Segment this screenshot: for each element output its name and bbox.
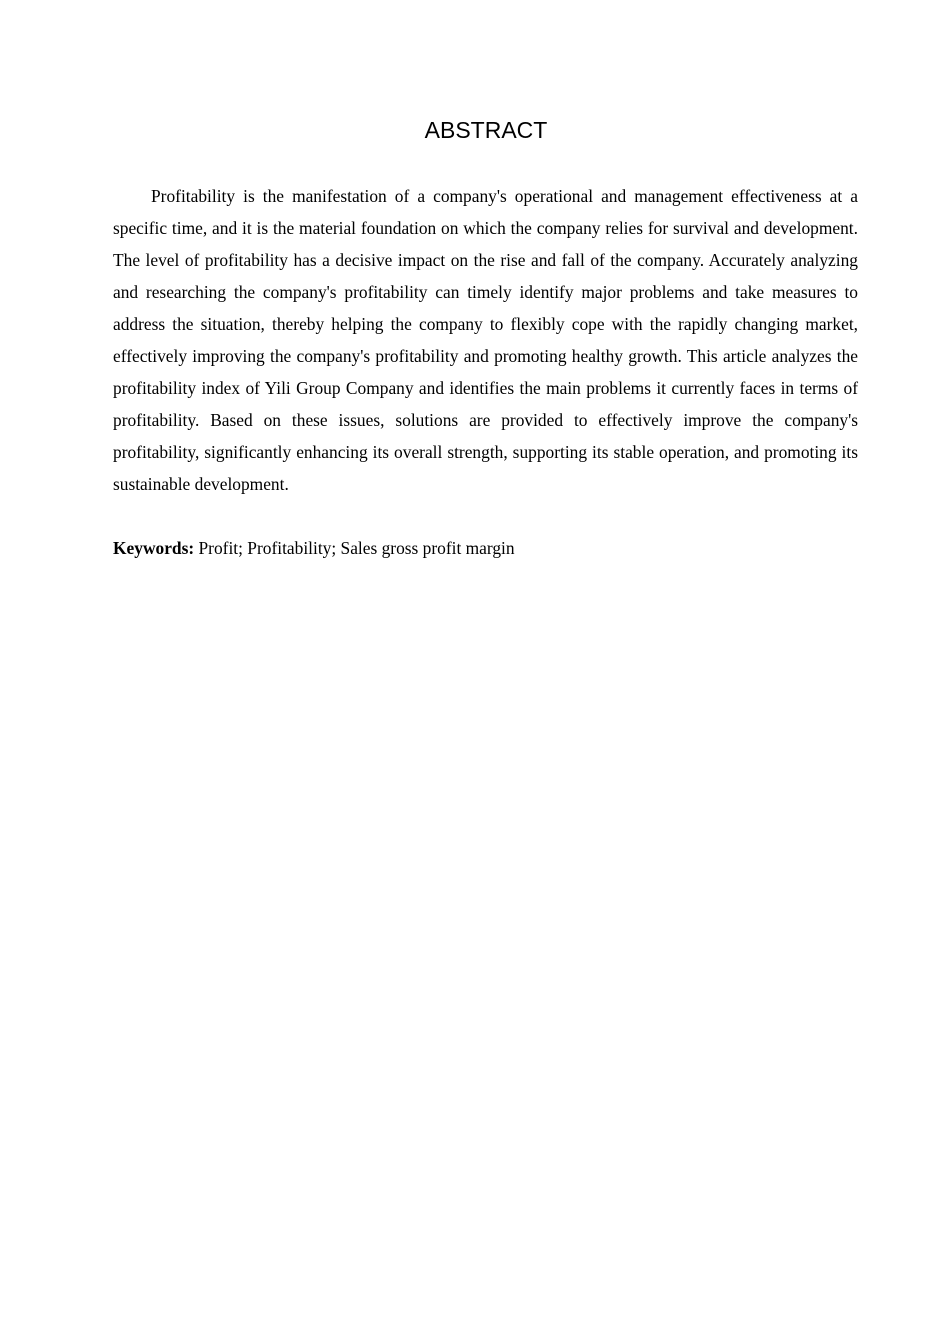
- keywords-label: Keywords:: [113, 538, 195, 558]
- abstract-title: ABSTRACT: [424, 117, 548, 143]
- abstract-paragraph: Profitability is the manifestation of a company's operational and management effectiveness at a specific time, and it is the material foundation on which the company relies for survival and development. The level of profitability has a decisive impact on the rise and fall of the company. Accurately analyzing and researching the company's profitability can timely identify major problems and take measures to address the situation, thereby helping the company to flexibly cope with the rapidly changing market, effectively improving the company's profitability and promoting healthy growth. This article analyzes the profitability index of Yili Group Company and identifies the main problems it currently faces in terms of profitability. Based on these issues, solutions are provided to effectively improve the company's profitability, significantly enhancing its overall strength, supporting its stable operation, and promoting its sustainable development.: [113, 186, 858, 494]
- keywords-text: Profit; Profitability; Sales gross profit margin: [194, 538, 515, 558]
- keywords-line: [113, 532, 858, 564]
